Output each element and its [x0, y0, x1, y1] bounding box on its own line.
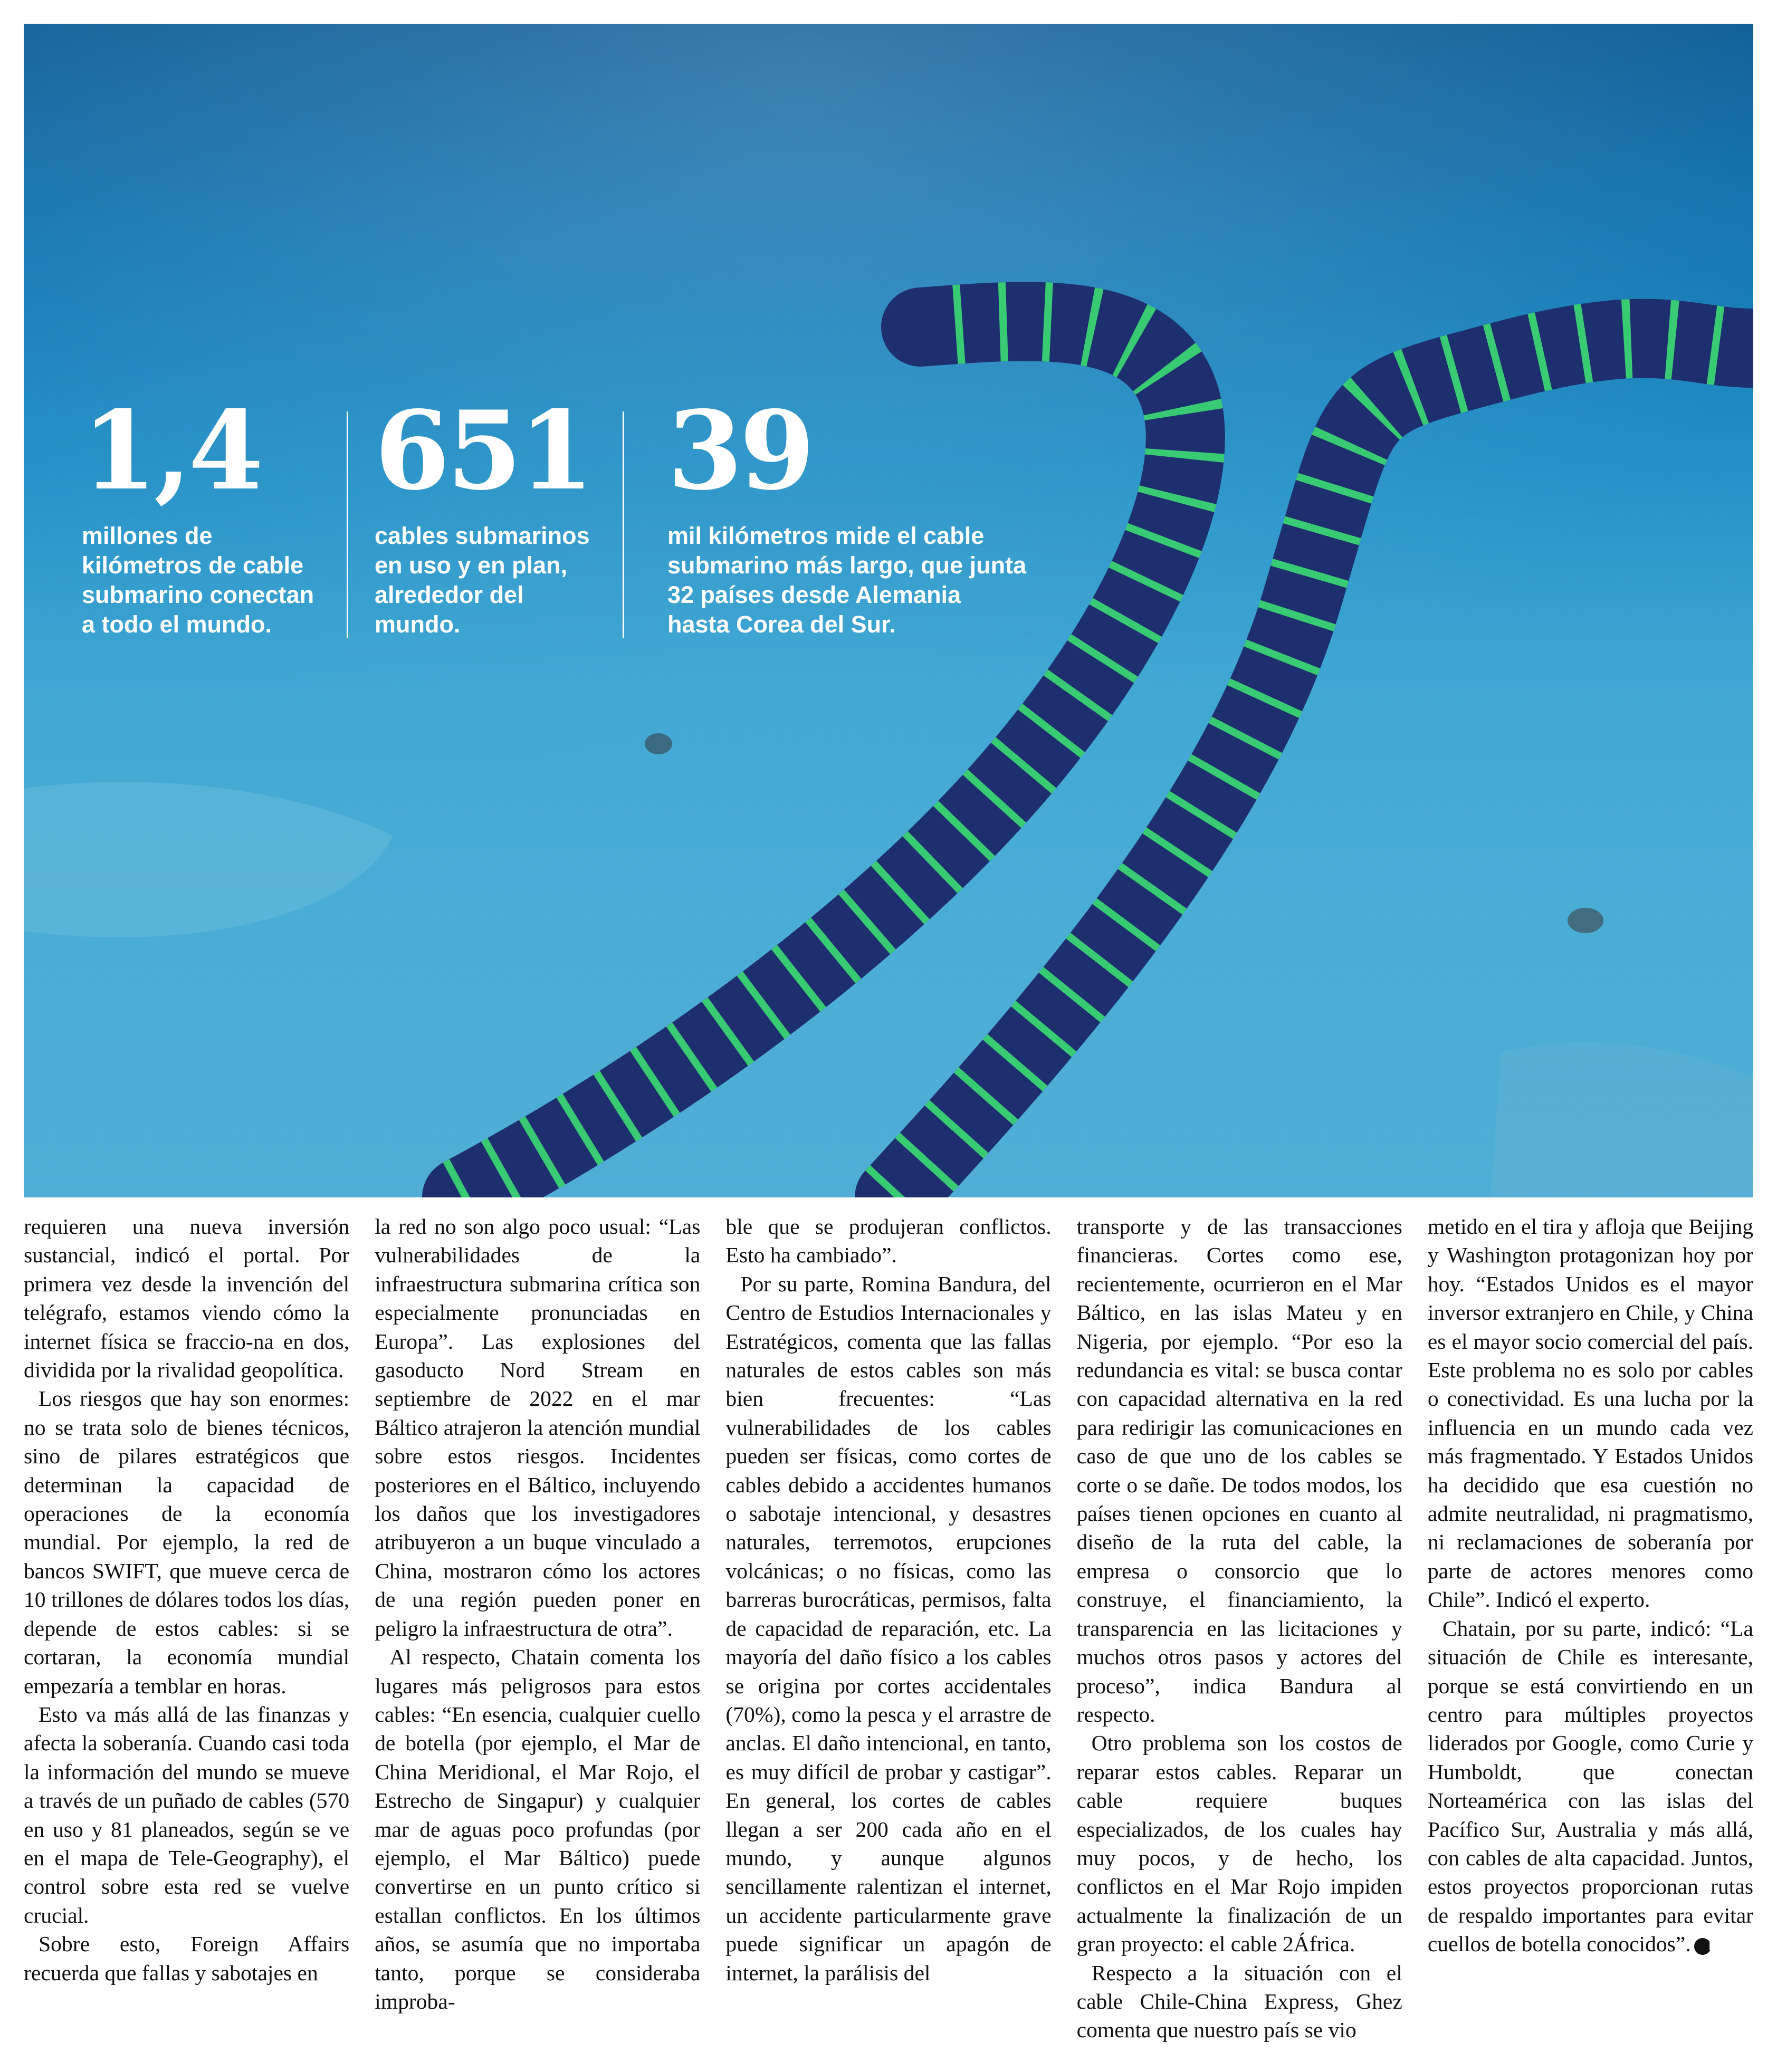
stat-divider	[347, 411, 348, 638]
stat-divider	[623, 411, 624, 638]
article-column-3	[725, 1212, 1051, 2061]
stat-2-label-line: alrededor del	[375, 581, 524, 608]
stat-1-label-line: millones de	[82, 522, 213, 549]
stat-2-label-line: cables submarinos	[375, 522, 590, 549]
paragraph: Sobre esto, Foreign Affairs recuerda que fallas y sabotajes en	[24, 1932, 350, 1985]
stat-1-label-line: a todo el mundo.	[82, 611, 272, 638]
stat-1-number: 1,4	[82, 388, 261, 514]
stat-2	[375, 388, 591, 639]
stat-3-label	[667, 521, 1026, 639]
stat-1	[82, 388, 314, 639]
stat-3-label-line: hasta Corea del Sur.	[667, 611, 896, 638]
stat-1-label	[82, 521, 314, 639]
paragraph	[1428, 1614, 1753, 1959]
stat-3-number: 39	[667, 388, 812, 514]
paragraph: Al respecto, Chatain comenta los lugares más peligrosos para estos cables: “En esencia, cualquier cuello de botella (por ejemplo, el Mar de China Meridional, el Mar Rojo, el Estrecho de Singapur) y cualquier mar de aguas poco profundas (por ejemplo, el Mar Báltico) puede convertirse en un punto crítico si estallan conflictos. En los últimos años, se asumía que no importaba tanto, porque se consideraba improba-	[375, 1645, 701, 2013]
hero-photo	[24, 24, 1753, 1197]
article-column-5	[1428, 1212, 1753, 2061]
stat-2-label-line: en uso y en plan,	[375, 552, 568, 579]
stat-3-label-line: submarino más largo, que junta	[667, 552, 1027, 579]
stat-3-label-line: 32 países desde Alemania	[667, 581, 961, 608]
stat-3	[667, 388, 1027, 639]
paragraph: Otro problema son los costos de reparar estos cables. Reparar un cable requiere buques especializados, de los cuales hay muy pocos, y de hecho, los conflictos en el Mar Rojo impiden actualmente la finalización de un gran proyecto: el cable 2África.	[1076, 1731, 1402, 1956]
article-column-1	[24, 1212, 349, 2061]
stat-1-label-line: kilómetros de cable	[82, 552, 304, 579]
article-column-4	[1077, 1212, 1402, 2061]
paragraph-text: Chatain, por su parte, indicó: “La situación de Chile es interesante, porque se está convirtiendo en un centro para múltiples proyectos liderados por Google, como Curie y Humboldt, que conectan Norteamérica con las islas del Pacífico Sur, Australia y más allá, con cables de alta capacidad. Juntos, estos proyectos proporcionan rutas de respaldo importantes para evitar cuellos de botella conocidos”.	[1427, 1616, 1754, 1956]
paragraph: requieren una nueva inversión sustancial, indicó el portal. Por primera vez desde la invención del telégrafo, estamos viendo cómo la internet física se fraccio-na en dos, dividida por la rivalidad geopolítica.	[24, 1214, 350, 1383]
stat-1-label-line: submarino conectan	[82, 581, 314, 608]
stat-2-label	[375, 521, 591, 639]
paragraph: Esto va más allá de las finanzas y afecta la soberanía. Cuando casi toda la información del mundo se mueve a través de un puñado de cables (570 en uso y 81 planeados, según se ve en el mapa de Tele-Geography), el control sobre esta red se vuelve crucial.	[24, 1702, 350, 1927]
paragraph: metido en el tira y afloja que Beijing y Washington protagonizan hoy por hoy. “Estados Unidos es el mayor inversor extranjero en Chile, y China es el mayor socio comercial del país. Este problema no es solo por cables o conectividad. Es una lucha por la influencia en un mundo cada vez más fragmentado. Y Estados Unidos ha decidido que esa cuestión no admite neutralidad, ni pragmatismo, ni reclamaciones de soberanía por parte de actores menores como Chile”. Indicó el experto.	[1427, 1214, 1754, 1612]
paragraph: Respecto a la situación con el cable Chile-China Express, Ghez comenta que nuestro país se vio	[1076, 1960, 1402, 2042]
end-mark-icon: P	[1694, 1938, 1711, 1955]
paragraph: Los riesgos que hay son enormes: no se trata solo de bienes técnicos, sino de pilares estratégicos que determinan la capacidad de operaciones de la economía mundial. Por ejemplo, la red de bancos SWIFT, que mueve cerca de 10 trillones de dólares todos los días, depende de estos cables: si se cortaran, la economía mundial empezaría a temblar en horas.	[24, 1386, 350, 1698]
paragraph: transporte y de las transacciones financieras. Cortes como ese, recientemente, ocurrieron en el Mar Báltico, en las islas Mateu y en Nigeria, por ejemplo. “Por eso la redundancia es vital: se busca contar con capacidad alternativa en la red para redirigir las comunicaciones en caso de que uno de los cables se corte o se dañe. De todos modos, los países tienen opciones en cuanto al diseño de la ruta del cable, la empresa o consorcio que lo construye, el financiamiento, la transparencia en las licitaciones y muchos otros pasos y actores del proceso”, indica Bandura al respecto.	[1076, 1214, 1402, 1726]
article-column-2	[375, 1212, 700, 2061]
paragraph: ble que se produjeran conflictos. Esto ha cambiado”.	[725, 1214, 1052, 1268]
stat-3-label-line: mil kilómetros mide el cable	[667, 522, 985, 549]
stat-2-number: 651	[375, 388, 591, 514]
paragraph: Por su parte, Romina Bandura, del Centro de Estudios Internacionales y Estratégicos, comenta que las fallas naturales de estos cables son más bien frecuentes: “Las vulnerabilidades de los cables pueden ser físicas, como cortes de cables debido a accidentes humanos o sabotaje intencional, y desastres naturales, terremotos, erupciones volcánicas; o no físicas, como las barreras burocráticas, permisos, falta de capacidad de reparación, etc. La mayoría del daño físico a los cables se origina por cortes accidentales (70%), como la pesca y el arrastre de anclas. El daño intencional, en tanto, es muy difícil de probar y castigar”. En general, los cortes de cables llegan a ser 200 cada año en el mundo, y aunque algunos sencillamente ralentizan el internet, un accidente particularmente grave puede significar un apagón de internet, la parálisis del	[725, 1271, 1052, 1985]
article-body	[24, 1212, 1753, 2061]
paragraph: la red no son algo poco usual: “Las vulnerabilidades de la infraestructura submarina crítica son especialmente pronunciadas en Europa”. Las explosiones del gasoducto Nord Stream en septiembre de 2022 en el mar Báltico atrajeron la atención mundial sobre estos riesgos. Incidentes posteriores en el Báltico, incluyendo los daños que los investigadores atribuyeron a un buque vinculado a China, mostraron cómo los actores de una región pueden poner en peligro la infraestructura de otra”.	[375, 1214, 701, 1641]
stat-2-label-line: mundo.	[375, 611, 461, 638]
